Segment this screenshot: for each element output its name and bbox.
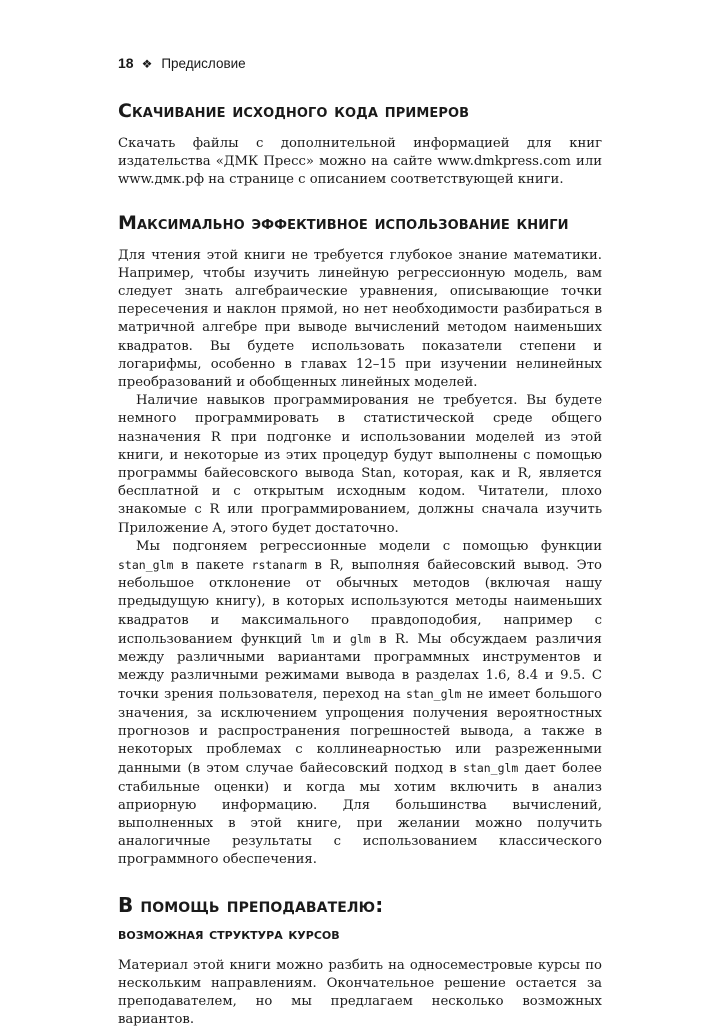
text-run: не имеет большого значения, за исключением упрощения получения вероятностных прогнозов и распространения погрешностей вывода, а также в некоторых проблемах с коллинеарностью или разреженными данными (в этом случае байесовский подход в (118, 687, 602, 777)
text-run: дает более стабильные оценки) и когда мы хотим включить в анализ априорную информацию. Для большинства вычислений, выполненных в этой книге, при желании можно получить аналогичные результаты с использованием классического программного обеспечения. (118, 761, 602, 868)
paragraph-download: Скачать файлы с дополнительной информацией для книг издательства «ДМК Пресс» можно на сайте www.dmkpress.com или www.дмк.рф на странице с описанием соответствующей книги. (118, 136, 602, 188)
code-glm: glm (349, 631, 371, 646)
code-lm: lm (310, 631, 325, 646)
paragraph-programming: Наличие навыков программирования не требуется. Вы будете немного программировать в статистической среде общего назначения R при подгонке и использовании моделей из этой книги, и некоторые из этих процедур будут выполнены с помощью программы байесовского вывода Stan, которая, как и R, является бесплатной и с открытым исходным кодом. Читатели, плохо знакомые с R или программированием, должны сначала изучить Приложение A, этого будет достаточно. (118, 393, 602, 536)
paragraph-math: Для чтения этой книги не требуется глубокое знание математики. Например, чтобы изучить линейную регрессионную модель, вам следует знать алгебраические уравнения, описывающие точки пересечения и наклон прямой, но нет необходимости разбираться в матричной алгебре при выводе вычислений методом наименьших квадратов. Вы будете использовать показатели степени и логарифмы, особенно в главах 12–15 при изучении нелинейных преобразований и обобщенных линейных моделей. (118, 247, 602, 391)
code-stan-glm: stan_glm (405, 687, 462, 702)
section-heading-download: Скачивание исходного кода примеров (118, 100, 470, 122)
section-heading-effective-use: Максимально эффективное использование книги (118, 211, 569, 234)
code-stan-glm: stan_glm (462, 761, 519, 776)
text-run: в R. Мы обсуждаем различия между различными вариантами программных инструментов и между различными режимами вывода в разделах 1.6, 8.4 и 9.5. С точки зрения пользователя, переход на (118, 631, 602, 703)
section-heading-teachers: В помощь преподавателю: (118, 892, 384, 917)
code-stan-glm: stan_glm (118, 558, 174, 573)
running-title: Предисловие (161, 56, 246, 71)
page-number: 18 (118, 55, 134, 71)
paragraph-courses: Материал этой книги можно разбить на односеместровые курсы по нескольким направлениям. Окончательное решение остается за преподавателем, но мы предлагаем несколько возможных вариантов. (118, 957, 602, 1028)
paragraph-stan-glm (118, 538, 602, 870)
running-header (118, 52, 602, 74)
text-run: Мы подгоняем регрессионные модели с помощью функции (136, 538, 602, 554)
section-subheading-course-structure: возможная структура курсов (118, 923, 340, 943)
text-run: и (324, 631, 350, 647)
code-rstanarm: rstanarm (251, 558, 307, 573)
text-run: в R, выполняя байесовский вывод. Это небольшое отклонение от обычных методов (включая нашу предыдущую книгу), в которых используются методы наименьших квадратов и максимального правдоподобия, например с использованием функций (118, 558, 602, 647)
ornament-icon: ❖ (141, 57, 153, 71)
text-run: в пакете (173, 558, 252, 574)
book-page (118, 52, 602, 1029)
